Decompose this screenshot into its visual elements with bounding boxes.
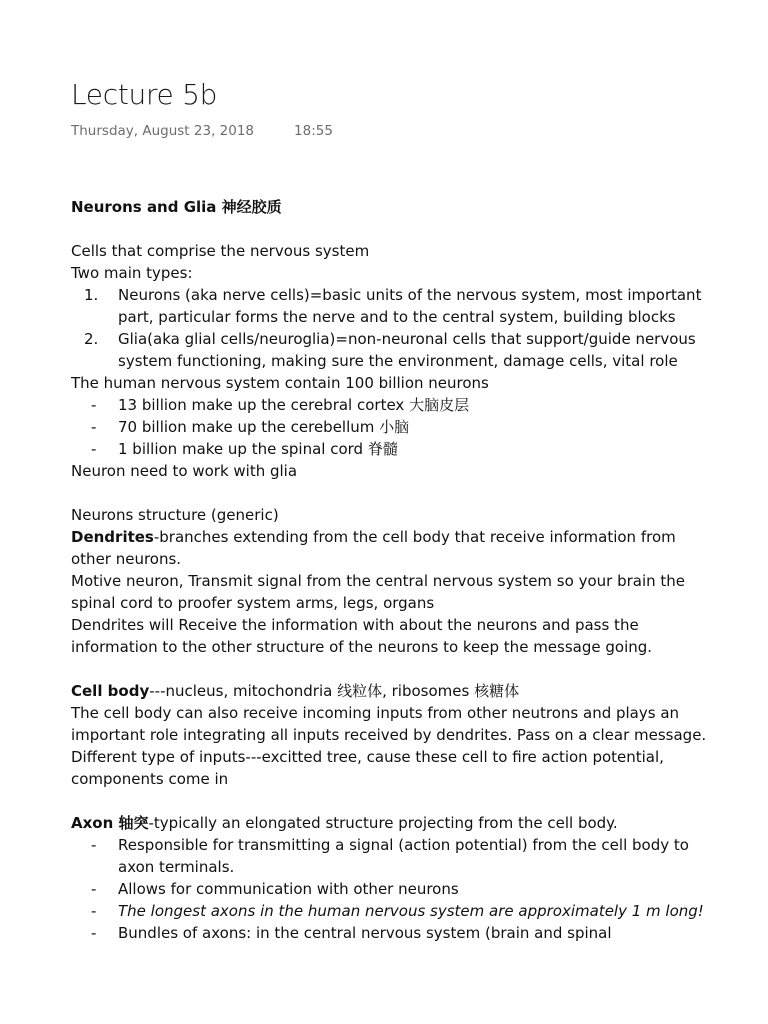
dash-marker: -	[91, 440, 97, 458]
list-item-text: 70 billion make up the cerebellum 小脑	[118, 418, 410, 436]
list-item-text: 1 billion make up the spinal cord 脊髓	[118, 440, 398, 458]
body-text: components come in	[71, 770, 229, 788]
body-text: Two main types:	[71, 264, 193, 282]
dash-marker: -	[91, 836, 97, 854]
body-text: other neurons.	[71, 550, 182, 568]
dash-marker: -	[91, 418, 97, 436]
list-item	[71, 922, 731, 944]
body-text: information to the other structure of the neurons to keep the message going.	[71, 638, 653, 656]
bullet-list	[71, 394, 731, 460]
term-dendrites: Dendrites	[71, 528, 154, 546]
note-time: 18:55	[294, 123, 333, 139]
numbered-list	[71, 284, 731, 372]
list-item-text: part, particular forms the nerve and to the central system, building blocks	[118, 308, 676, 326]
dash-marker: -	[91, 396, 97, 414]
list-item-text: Bundles of axons: in the central nervous system (brain and spinal	[118, 924, 612, 942]
body-text: The human nervous system contain 100 billion neurons	[71, 374, 489, 392]
body-text: The cell body can also receive incoming inputs from other neutrons and plays an	[71, 704, 680, 722]
list-item	[71, 284, 731, 328]
list-item	[71, 900, 731, 922]
list-item-text: axon terminals.	[118, 858, 235, 876]
page-title: Lecture 5b	[71, 78, 218, 111]
list-item-text: The longest axons in the human nervous system are approximately 1 m long!	[118, 902, 704, 920]
section-heading-neurons-glia: Neurons and Glia 神经胶质	[71, 198, 282, 216]
list-item	[71, 416, 731, 438]
cellbody-line	[71, 680, 731, 702]
note-body	[71, 196, 731, 944]
note-timestamp	[71, 123, 333, 139]
body-text: Motive neuron, Transmit signal from the central nervous system so your brain the	[71, 572, 686, 590]
body-text: important role integrating all inputs received by dendrites. Pass on a clear message.	[71, 726, 707, 744]
list-item-text: 13 billion make up the cerebral cortex 大脑皮层	[118, 396, 470, 414]
list-number: 2.	[84, 330, 99, 348]
list-item	[71, 834, 731, 878]
list-item-text: Responsible for transmitting a signal (action potential) from the cell body to	[118, 836, 689, 854]
axon-line	[71, 812, 731, 834]
bullet-list	[71, 834, 731, 944]
list-item-text: Allows for communication with other neurons	[118, 880, 459, 898]
section-heading-structure: Neurons structure (generic)	[71, 506, 279, 524]
body-text: Dendrites will Receive the information with about the neurons and pass the	[71, 616, 639, 634]
term-axon: Axon 轴突	[71, 814, 149, 832]
dash-marker: -	[91, 880, 97, 898]
list-number: 1.	[84, 286, 99, 304]
list-item	[71, 394, 731, 416]
list-item	[71, 438, 731, 460]
body-text: Neuron need to work with glia	[71, 462, 298, 480]
term-definition: -branches extending from the cell body that receive information from	[153, 528, 676, 546]
body-text: Cells that comprise the nervous system	[71, 242, 370, 260]
term-definition: -typically an elongated structure projecting from the cell body.	[148, 814, 618, 832]
term-cell-body: Cell body	[71, 682, 150, 700]
dash-marker: -	[91, 924, 97, 942]
note-date: Thursday, August 23, 2018	[71, 123, 255, 139]
body-text: Different type of inputs---excitted tree, cause these cell to fire action potential,	[71, 748, 664, 766]
list-item	[71, 878, 731, 900]
list-item-text: system functioning, making sure the environment, damage cells, vital role	[118, 352, 678, 370]
list-item-text: Glia(aka glial cells/neuroglia)=non-neuronal cells that support/guide nervous	[118, 330, 696, 348]
dendrites-line	[71, 526, 731, 548]
list-item	[71, 328, 731, 372]
dash-marker: -	[91, 902, 97, 920]
body-text: spinal cord to proofer system arms, legs, organs	[71, 594, 435, 612]
list-item-text: Neurons (aka nerve cells)=basic units of the nervous system, most important	[118, 286, 702, 304]
term-definition: ---nucleus, mitochondria 线粒体, ribosomes 核糖体	[149, 682, 520, 700]
